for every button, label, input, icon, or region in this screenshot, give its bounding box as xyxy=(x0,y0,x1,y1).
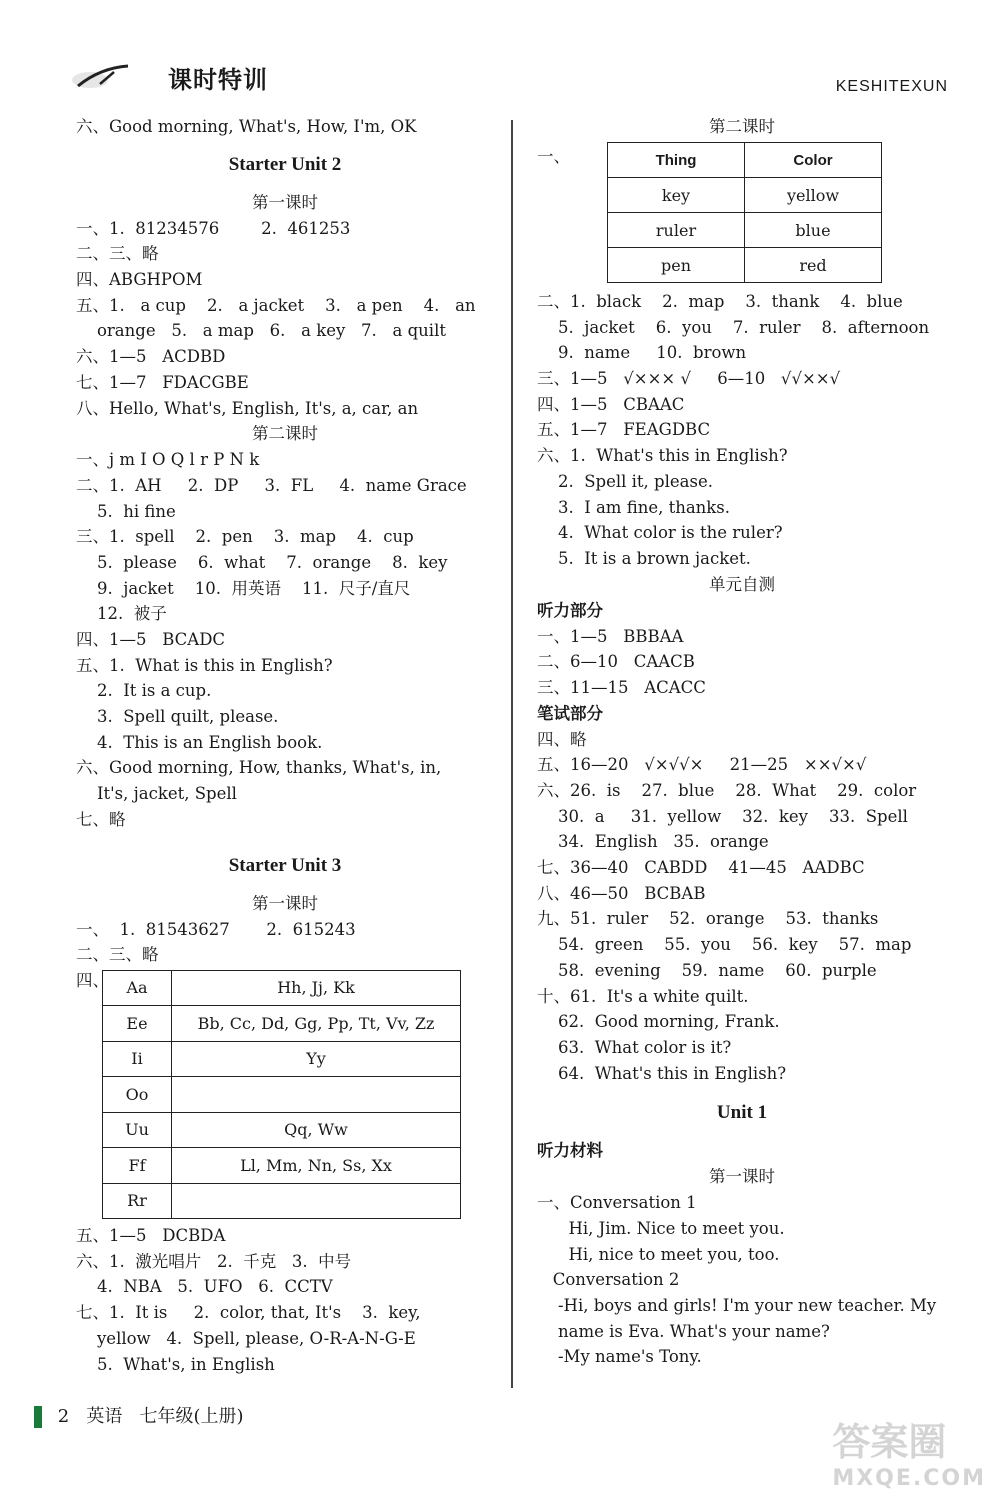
section-heading: 听力材料 xyxy=(537,1141,603,1161)
section-heading: 笔试部分 xyxy=(537,703,603,723)
answer-line: 七、1—7 FDACGBE xyxy=(76,372,249,392)
lesson-title: 第二课时 xyxy=(252,424,318,444)
answer-line: 34. English 35. orange xyxy=(537,832,769,852)
lesson-title: 第一课时 xyxy=(709,1167,775,1187)
answer-line: 八、46—50 BCBAB xyxy=(537,883,706,903)
answer-line: 七、36—40 CABDD 41—45 AADBC xyxy=(537,858,865,878)
answer-line: 一、 1. 81543627 2. 615243 xyxy=(76,919,356,939)
answer-line: 4. What color is the ruler? xyxy=(537,523,783,543)
answer-line: 三、1—5 √××× √ 6—10 √√××√ xyxy=(537,369,841,389)
answer-line: 六、26. is 27. blue 28. What 29. color xyxy=(537,781,917,800)
table-cell: pen xyxy=(608,248,745,283)
answer-block xyxy=(76,216,494,422)
lesson-title: 第一课时 xyxy=(252,192,318,212)
answer-line: 三、11—15 ACACC xyxy=(537,677,706,697)
letters-cell xyxy=(172,1077,461,1113)
table-row xyxy=(103,1112,461,1148)
table-row xyxy=(608,248,882,283)
answer-line: 五、1—5 DCBDA xyxy=(76,1226,226,1246)
section-heading: 听力部分 xyxy=(537,600,603,620)
answer-line: 四、ABGHPOM xyxy=(76,270,203,290)
answer-block xyxy=(537,727,947,1087)
answer-line: 二、6—10 CAACB xyxy=(537,652,695,672)
vowel-cell: Uu xyxy=(103,1112,172,1148)
answer-line: 54. green 55. you 56. key 57. map xyxy=(537,935,912,955)
answer-line: 二、1. AH 2. DP 3. FL 4. name Grace xyxy=(76,475,467,495)
unit-title: Starter Unit 3 xyxy=(228,854,342,876)
table-row xyxy=(608,178,882,213)
answer-line: 64. What's this in English? xyxy=(537,1063,787,1083)
letter-sound-table xyxy=(102,970,461,1220)
answer-line: 七、1. It is 2. color, that, It's 3. key, xyxy=(76,1303,421,1323)
vowel-cell: Aa xyxy=(103,970,172,1006)
vowel-cell: Ff xyxy=(103,1148,172,1184)
page-number: 2 xyxy=(57,1406,70,1427)
answer-line: 五、1. a cup 2. a jacket 3. a pen 4. an xyxy=(76,295,476,315)
left-column xyxy=(76,114,494,1377)
answer-line: -Hi, boys and girls! I'm your new teacher. My xyxy=(537,1296,937,1315)
lesson-title: 第二课时 xyxy=(709,117,775,136)
table-row xyxy=(103,1077,461,1113)
table-row xyxy=(608,213,882,248)
answer-line: 4. NBA 5. UFO 6. CCTV xyxy=(76,1277,333,1297)
answer-line: 9. jacket 10. 用英语 11. 尺子/直尺 xyxy=(76,578,411,598)
thing-color-table xyxy=(607,142,882,283)
brand-title: 课时特训 xyxy=(168,66,268,94)
footer-bar xyxy=(34,1406,42,1428)
column-header: Color xyxy=(745,143,882,178)
letters-cell: Bb, Cc, Dd, Gg, Pp, Tt, Vv, Zz xyxy=(172,1006,461,1042)
table-row xyxy=(103,1006,461,1042)
answer-line: 八、Hello, What's, English, It's, a, car, an xyxy=(76,398,419,418)
table-cell: blue xyxy=(745,213,882,248)
table-cell: ruler xyxy=(608,213,745,248)
letters-cell: Yy xyxy=(172,1041,461,1077)
answer-line: 六、1. 激光唱片 2. 千克 3. 中号 xyxy=(76,1251,352,1271)
table-cell: key xyxy=(608,178,745,213)
watermark-main: 答案圈 xyxy=(832,1420,947,1464)
section-title: 单元自测 xyxy=(709,574,775,594)
answer-line: 58. evening 59. name 60. purple xyxy=(537,960,877,980)
answer-line: 六、1—5 ACDBD xyxy=(76,347,226,367)
watermark-sub: MXQE.COM xyxy=(832,1466,986,1491)
answer-line: 六、Good morning, What's, How, I'm, OK xyxy=(76,117,417,136)
answer-block xyxy=(76,1223,494,1377)
answer-line: Conversation 2 xyxy=(537,1270,680,1290)
table-header-row xyxy=(608,143,882,178)
answer-block xyxy=(537,624,947,701)
answer-line: 九、51. ruler 52. orange 53. thanks xyxy=(537,909,879,929)
unit-title: Unit 1 xyxy=(716,1102,768,1124)
table-row xyxy=(103,970,461,1006)
answer-line: 一、Conversation 1 xyxy=(537,1193,697,1213)
answer-line: 9. name 10. brown xyxy=(537,343,747,363)
answer-line: 三、1. spell 2. pen 3. map 4. cup xyxy=(76,527,414,547)
answer-line: yellow 4. Spell, please, O-R-A-N-G-E xyxy=(76,1328,416,1348)
answer-line: 5. jacket 6. you 7. ruler 8. afternoon xyxy=(537,317,930,337)
answer-line: 四、1—5 BCADC xyxy=(76,630,226,649)
answer-line: 七、略 xyxy=(76,809,126,829)
answer-line: 3. I am fine, thanks. xyxy=(537,497,731,517)
watermark xyxy=(832,1411,986,1491)
answer-line: 五、16—20 √×√√× 21—25 ××√×√ xyxy=(537,755,867,775)
answer-line: 四、1—5 CBAAC xyxy=(537,394,685,414)
answer-block xyxy=(76,447,494,832)
letters-cell: Qq, Ww xyxy=(172,1112,461,1148)
answer-line: 5. It is a brown jacket. xyxy=(537,548,751,568)
table-cell: yellow xyxy=(745,178,882,213)
answer-line: 5. What's, in English xyxy=(76,1354,275,1374)
table-row xyxy=(103,1041,461,1077)
table-cell: red xyxy=(745,248,882,283)
answer-line: 六、1. What's this in English? xyxy=(537,446,788,466)
page-header xyxy=(0,0,1000,110)
letters-cell: Hh, Jj, Kk xyxy=(172,970,461,1006)
answer-line: 一、1. 81234576 2. 461253 xyxy=(76,218,351,238)
answer-line: 十、61. It's a white quilt. xyxy=(537,986,749,1006)
table-row xyxy=(103,1183,461,1219)
answer-line: orange 5. a map 6. a key 7. a quilt xyxy=(76,321,446,341)
letters-cell xyxy=(172,1183,461,1219)
answer-line: 2. Spell it, please. xyxy=(537,471,713,491)
letters-cell: Ll, Mm, Nn, Ss, Xx xyxy=(172,1148,461,1184)
answer-line: 2. It is a cup. xyxy=(76,681,212,701)
lesson-title: 第一课时 xyxy=(252,893,318,913)
answer-line: It's, jacket, Spell xyxy=(76,784,237,804)
vowel-cell: Rr xyxy=(103,1183,172,1219)
answer-line: 30. a 31. yellow 32. key 33. Spell xyxy=(537,806,908,826)
answer-line: 四、略 xyxy=(537,729,587,749)
answer-line: 五、1. What is this in English? xyxy=(76,655,333,675)
answer-line: 63. What color is it? xyxy=(537,1037,732,1057)
page-footer xyxy=(34,1402,244,1428)
grade: 七年级(上册) xyxy=(139,1406,244,1427)
answer-line: 5. hi fine xyxy=(76,501,176,521)
answer-line: Hi, nice to meet you, too. xyxy=(537,1244,780,1264)
answer-line: 二、三、略 xyxy=(76,244,159,264)
right-column: 第二课时 一、 Thing Color key yellow ruler blue pen red 二、1. black 2. map 3. thank 4. blue 5. jacket 6. you 7. ruler 8. afternoon 9. name 10. brown 三、1—5 √××× √ 6—10 √√××√ 四、1—5 CBAAC 五、1—7 FEAGDBC 六、1. What's this in English? 2. Spell it, please. 3. I am fine, thanks. 4. What color is the ruler? 5. It is a brown jacket. 单元自测 听力部分 一、1—5 BBBAA 二、6—10 CAACB 三、11—15 ACACC 笔试部分 四、略 五、16—20 √×√√× 21—25 ××√×√ 六、26. is 27. blue 28. What 29. color 30. a 31. yellow 32. key 33. Spell 34. English 35. orange 七、36—40 CABDD 41—45 AADBC 八、46—50 BCBAB 九、51. ruler 52. orange 53. thanks 54. green 55. you 56. key 57. map 58. evening 59. name 60. purple 十、61. It's a white quilt. 62. Good morning, Frank. 63. What color is it? 64. What's this in English? Unit 1 听力材料 第一课时 一、Conversation 1 Hi, Jim. Nice to meet you. Hi, nice to meet you, too. Conversation 2 -Hi, boys and girls! I'm your new teacher. My name is Eva. What's your name? -My name's Tony. xyxy=(537,114,947,1370)
table-row xyxy=(103,1148,461,1184)
answer-line: 二、1. black 2. map 3. thank 4. blue xyxy=(537,292,903,311)
unit-title: Starter Unit 2 xyxy=(228,153,342,175)
answer-line: 四、 xyxy=(76,970,109,990)
answer-line: -My name's Tony. xyxy=(537,1347,702,1367)
column-header: Thing xyxy=(608,143,745,178)
answer-line: 12. 被子 xyxy=(76,604,167,624)
brand-pinyin: KESHITEXUN xyxy=(835,78,948,95)
answer-block xyxy=(537,1190,947,1370)
answer-line: 一、j m I O Q l r P N k xyxy=(76,450,260,470)
answer-line: 5. please 6. what 7. orange 8. key xyxy=(76,552,448,572)
subject: 英语 xyxy=(86,1406,123,1427)
answer-line: name is Eva. What's your name? xyxy=(537,1321,830,1341)
answer-line: 六、Good morning, How, thanks, What's, in, xyxy=(76,758,442,778)
answer-line: 4. This is an English book. xyxy=(76,732,323,752)
column-divider xyxy=(511,120,513,1388)
answer-line: Hi, Jim. Nice to meet you. xyxy=(537,1218,785,1238)
answer-line: 62. Good morning, Frank. xyxy=(537,1012,780,1032)
answer-block xyxy=(537,289,947,572)
answer-line: 一、1—5 BBBAA xyxy=(537,626,684,646)
pen-logo-icon xyxy=(70,62,134,92)
answer-line: 二、三、略 xyxy=(76,945,159,965)
vowel-cell: Ii xyxy=(103,1041,172,1077)
vowel-cell: Ee xyxy=(103,1006,172,1042)
answer-line: 3. Spell quilt, please. xyxy=(76,707,279,727)
answer-line: 五、1—7 FEAGDBC xyxy=(537,420,711,440)
vowel-cell: Oo xyxy=(103,1077,172,1113)
